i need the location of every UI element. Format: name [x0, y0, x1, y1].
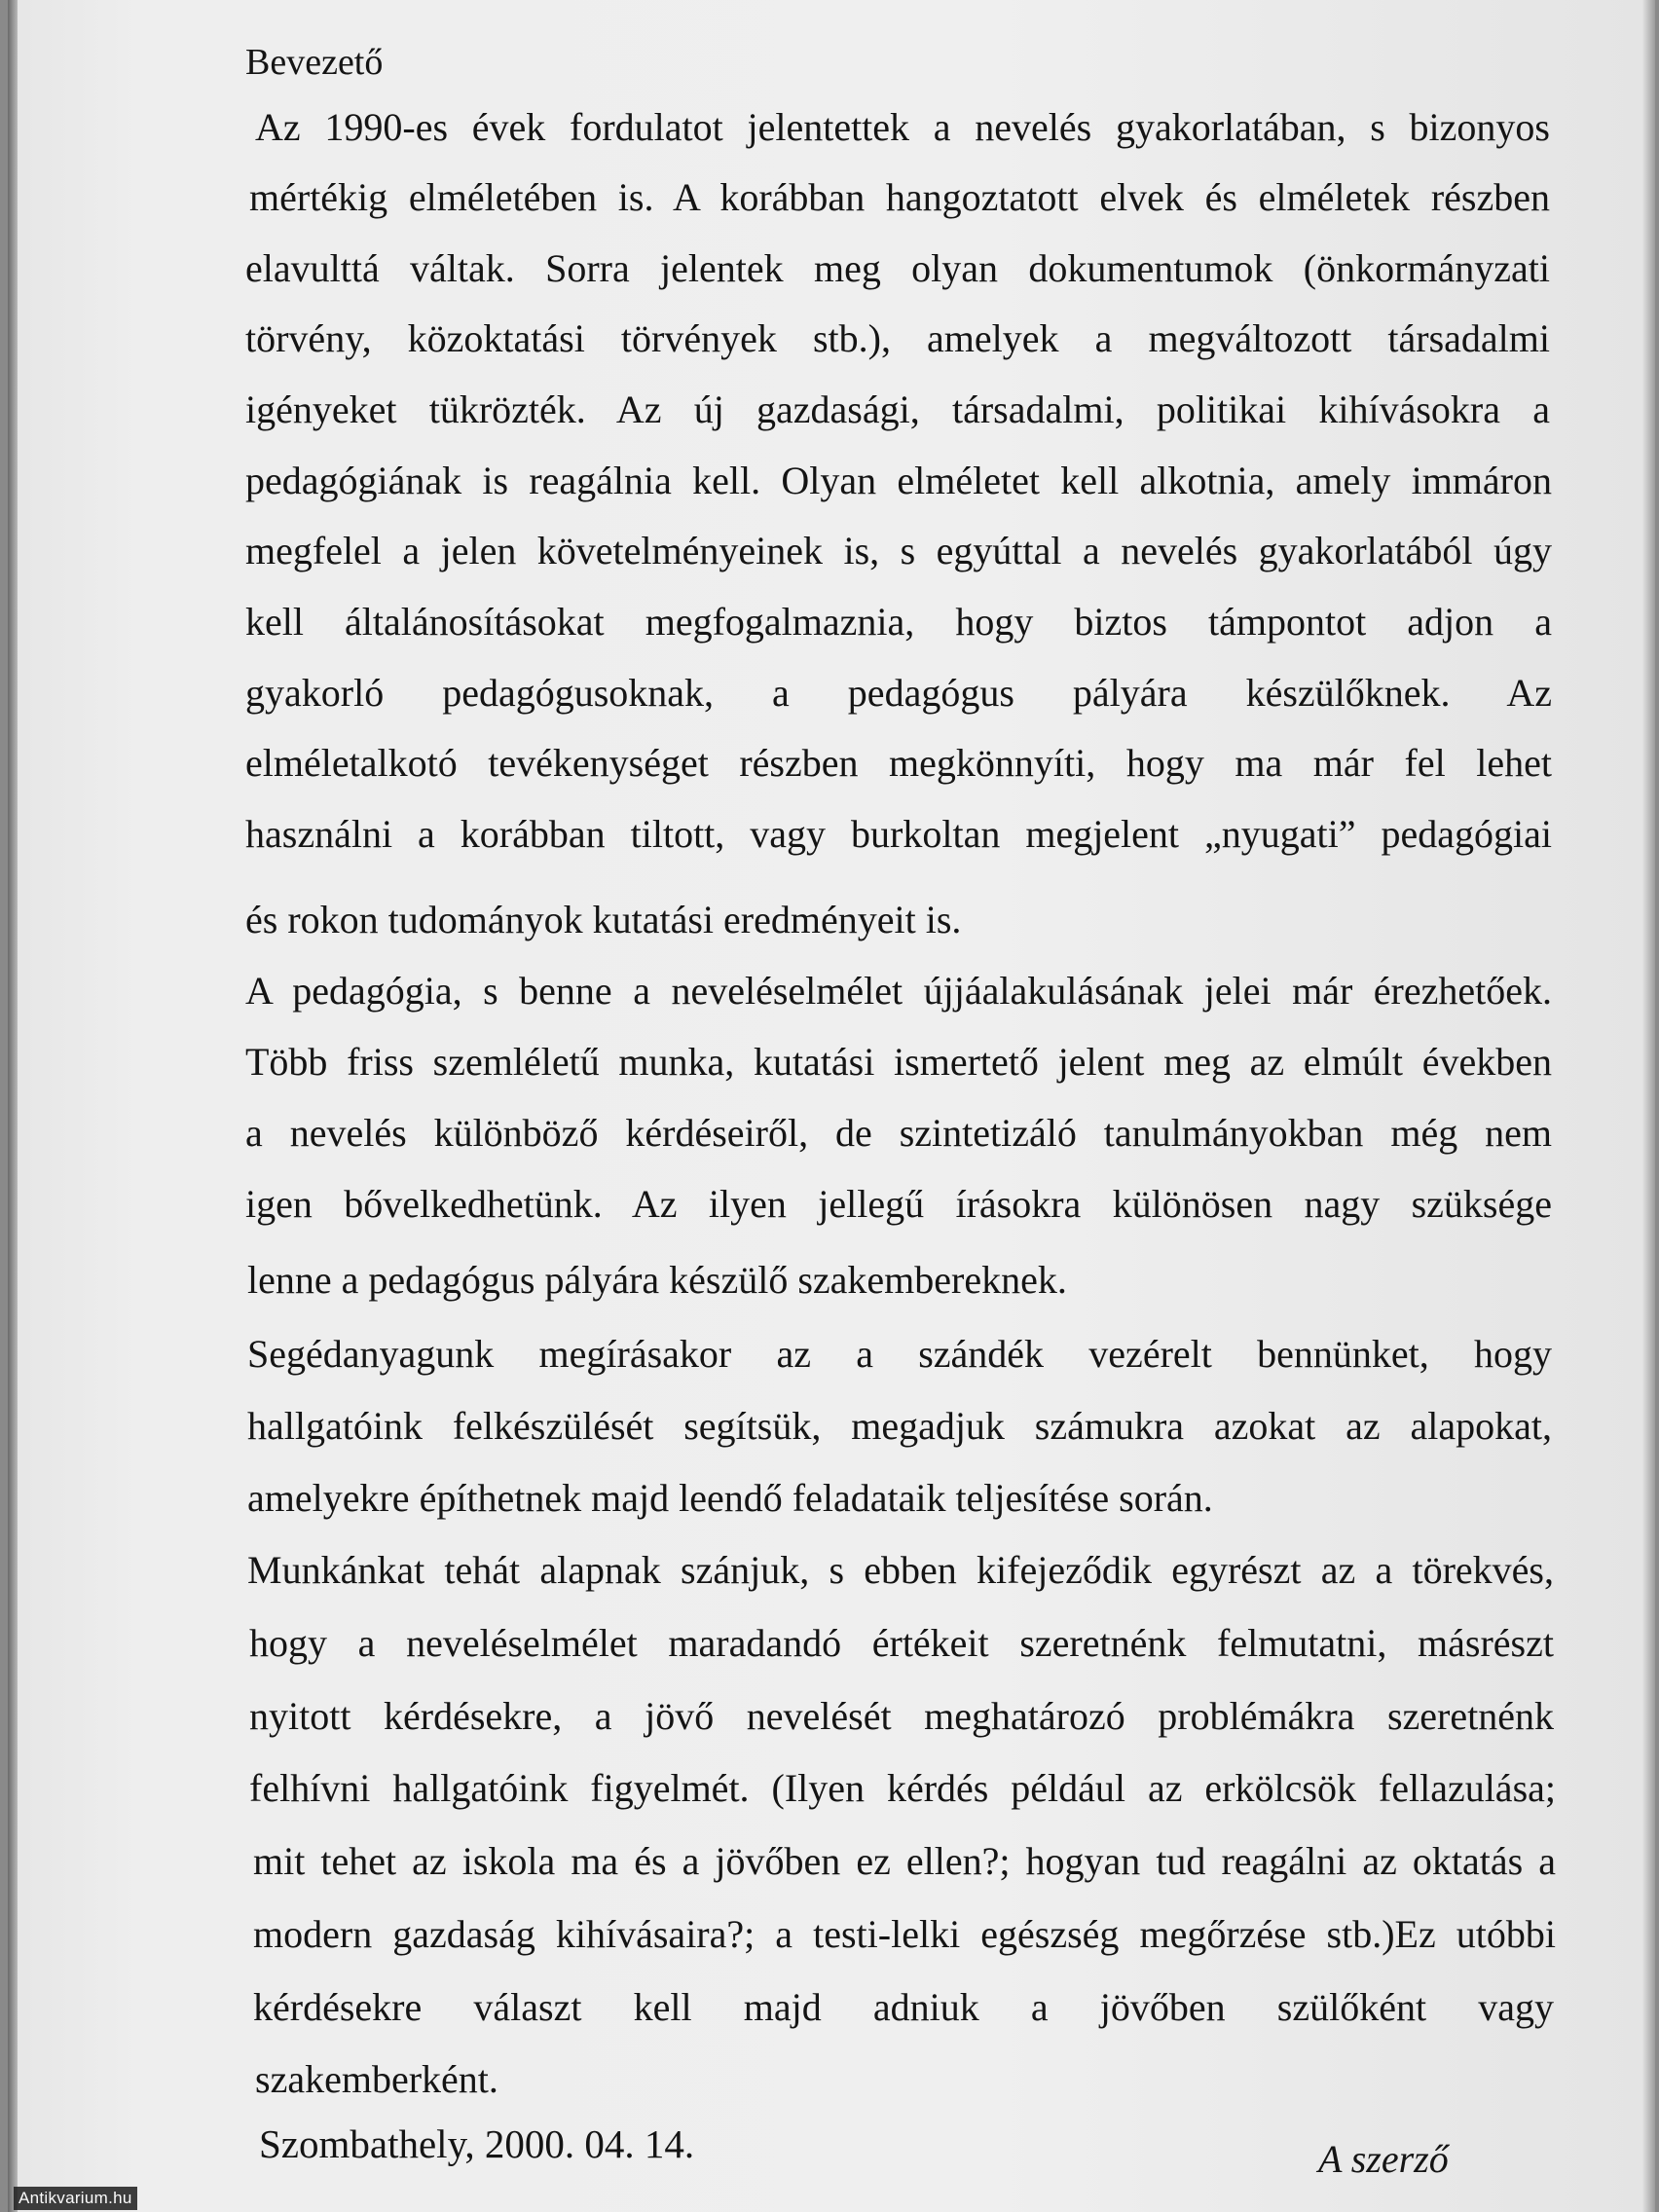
- text-line: modern gazdaság kihívásaira?; a testi-lelki egészség megőrzése stb.)Ez utóbbi: [253, 1912, 1556, 1956]
- text-line: elavulttá váltak. Sorra jelentek meg olyan dokumentumok (önkormányzati: [245, 246, 1550, 290]
- author-signature: A szerző: [1318, 2137, 1449, 2181]
- text-line: lenne a pedagógus pályára készülő szakembereknek.: [247, 1258, 1067, 1302]
- text-line: igen bővelkedhetünk. Az ilyen jellegű írásokra különösen nagy szüksége: [245, 1182, 1552, 1226]
- text-line: gyakorló pedagógusoknak, a pedagógus pályára készülőknek. Az: [245, 671, 1552, 715]
- text-line: a nevelés különböző kérdéseiről, de szintetizáló tanulmányokban még nem: [245, 1111, 1552, 1155]
- text-line: mértékig elméletében is. A korábban hangoztatott elvek és elméletek részben: [249, 175, 1550, 219]
- text-line: elméletalkotó tevékenységet részben megkönnyíti, hogy ma már fel lehet: [245, 741, 1552, 785]
- text-line: mit tehet az iskola ma és a jövőben ez ellen?; hogyan tud reagálni az oktatás a: [253, 1839, 1556, 1883]
- page-left-edge: [8, 0, 18, 2212]
- page-heading: Bevezető: [245, 42, 384, 83]
- text-line: kell általánosításokat megfogalmaznia, hogy biztos támpontot adjon a: [245, 600, 1552, 644]
- text-line: pedagógiának is reagálnia kell. Olyan elméletet kell alkotnia, amely immáron: [245, 459, 1552, 502]
- text-line: használni a korábban tiltott, vagy burkoltan megjelent „nyugati” pedagógiai: [245, 812, 1552, 856]
- text-line: hallgatóink felkészülését segítsük, megadjuk számukra azokat az alapokat,: [247, 1404, 1552, 1448]
- text-line: A pedagógia, s benne a neveléselmélet újjáalakulásának jelei már érezhetőek.: [245, 969, 1552, 1013]
- text-line: és rokon tudományok kutatási eredményeit is.: [245, 898, 962, 941]
- text-line: megfelel a jelen követelményeinek is, s egyúttal a nevelés gyakorlatából úgy: [245, 529, 1552, 572]
- text-line: szakemberként.: [255, 2057, 498, 2101]
- text-line: hogy a neveléselmélet maradandó értékeit szeretnénk felmutatni, másrészt: [249, 1621, 1554, 1665]
- text-line: felhívni hallgatóink figyelmét. (Ilyen kérdés például az erkölcsök fellazulása;: [249, 1766, 1556, 1810]
- text-line: Több friss szemléletű munka, kutatási ismertető jelent meg az elmúlt években: [245, 1040, 1552, 1084]
- text-line: amelyekre építhetnek majd leendő feladataik teljesítése során.: [247, 1476, 1213, 1520]
- text-line: Az 1990-es évek fordulatot jelentettek a nevelés gyakorlatában, s bizonyos: [255, 105, 1550, 149]
- text-line: kérdésekre választ kell majd adniuk a jövőben szülőként vagy: [253, 1985, 1554, 2029]
- place-and-date: Szombathely, 2000. 04. 14.: [259, 2121, 695, 2166]
- text-line: törvény, közoktatási törvények stb.), amelyek a megváltozott társadalmi: [245, 316, 1550, 360]
- text-line: nyitott kérdésekre, a jövő nevelését meghatározó problémákra szeretnénk: [249, 1694, 1554, 1738]
- text-line: igényeket tükrözték. Az új gazdasági, társadalmi, politikai kihívásokra a: [245, 387, 1550, 431]
- source-watermark: Antikvarium.hu: [14, 2187, 137, 2210]
- text-line: Munkánkat tehát alapnak szánjuk, s ebben kifejeződik egyrészt az a törekvés,: [247, 1548, 1554, 1592]
- document-page: [8, 0, 1655, 2212]
- page-right-edge: [1641, 0, 1655, 2212]
- text-line: Segédanyagunk megírásakor az a szándék vezérelt bennünket, hogy: [247, 1332, 1552, 1376]
